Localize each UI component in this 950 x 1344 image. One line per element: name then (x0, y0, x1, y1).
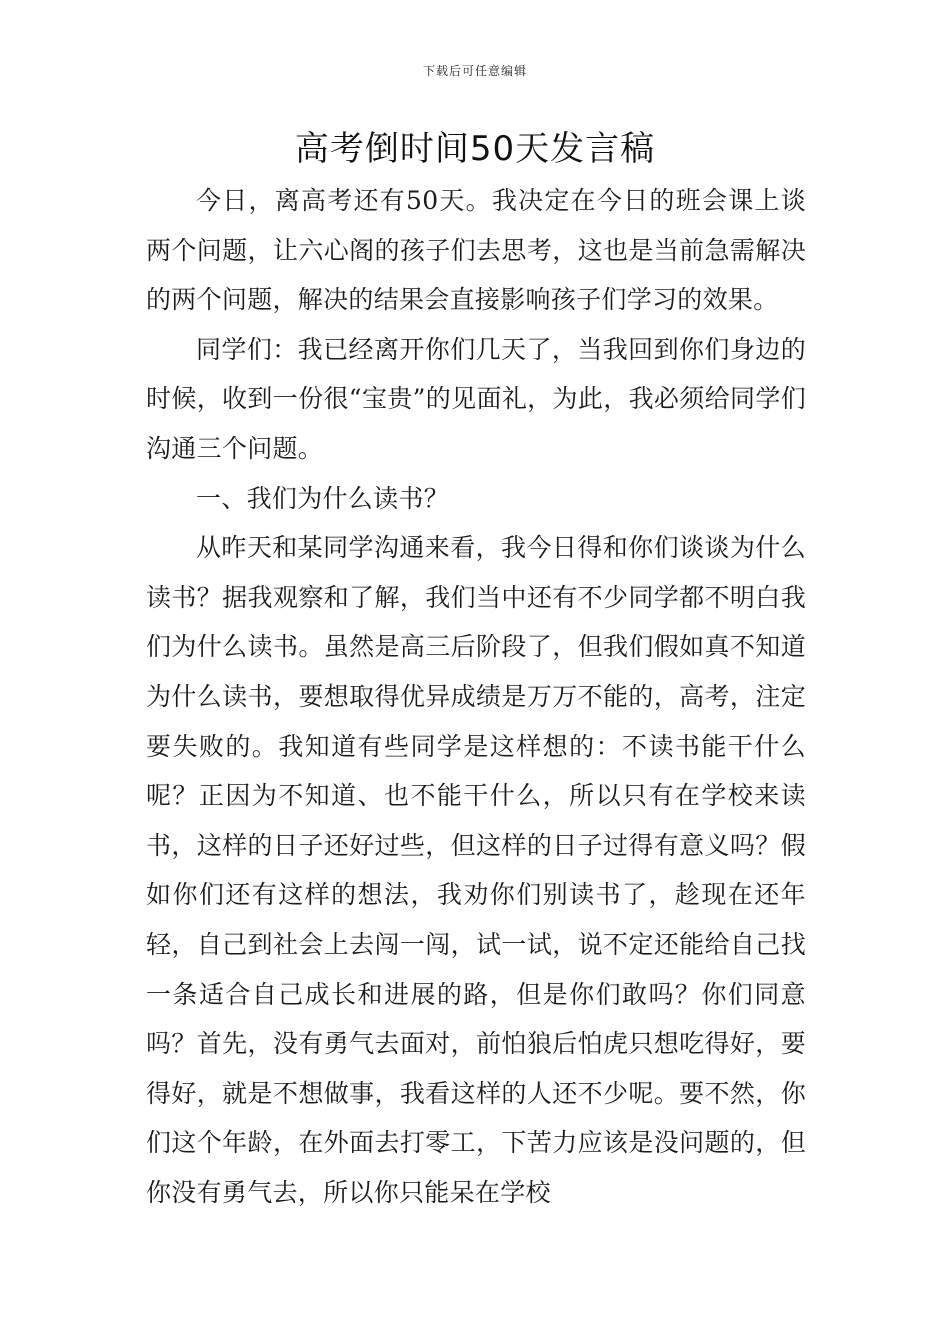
paragraph-greeting: 同学们：我已经离开你们几天了，当我回到你们身边的时候，收到一份很“宝贵”的见面礼，为此，我必须给同学们沟通三个问题。 (146, 334, 806, 463)
document-body (146, 176, 806, 1217)
paragraph-why-study: 从昨天和某同学沟通来看，我今日得和你们谈谈为什么读书？据我观察和了解，我们当中还有不少同学都不明白我们为什么读书。虽然是高三后阶段了，但我们假如真不知道为什么读书，要想取得优异成绩是万万不能的，高考，注定要失败的。我知道有些同学是这样想的：不读书能干什么呢？正因为不知道、也不能干什么，所以只有在学校来读书，这样的日子还好过些，但这样的日子过得有意义吗？假如你们还有这样的想法，我劝你们别读书了，趁现在还年轻，自己到社会上去闯一闯，试一试，说不定还能给自己找一条适合自己成长和进展的路，但是你们敢吗？你们同意吗？首先，没有勇气去面对，前怕狼后怕虎只想吃得好，要得好，就是不想做事，我看这样的人还不少呢。要不然，你们这个年龄，在外面去打零工，下苦力应该是没问题的，但你没有勇气去，所以你只能呆在学校 (146, 533, 806, 1207)
document-title: 高考倒时间50天发言稿 (294, 129, 656, 169)
paragraph-intro: 今日，离高考还有50天。我决定在今日的班会课上谈两个问题，让六心阁的孩子们去思考，这也是当前急需解决的两个问题，解决的结果会直接影响孩子们学习的效果。 (146, 186, 806, 315)
section-heading: 一、我们为什么读书？ (196, 483, 450, 513)
header-note: 下载后可任意编辑 (422, 64, 527, 78)
